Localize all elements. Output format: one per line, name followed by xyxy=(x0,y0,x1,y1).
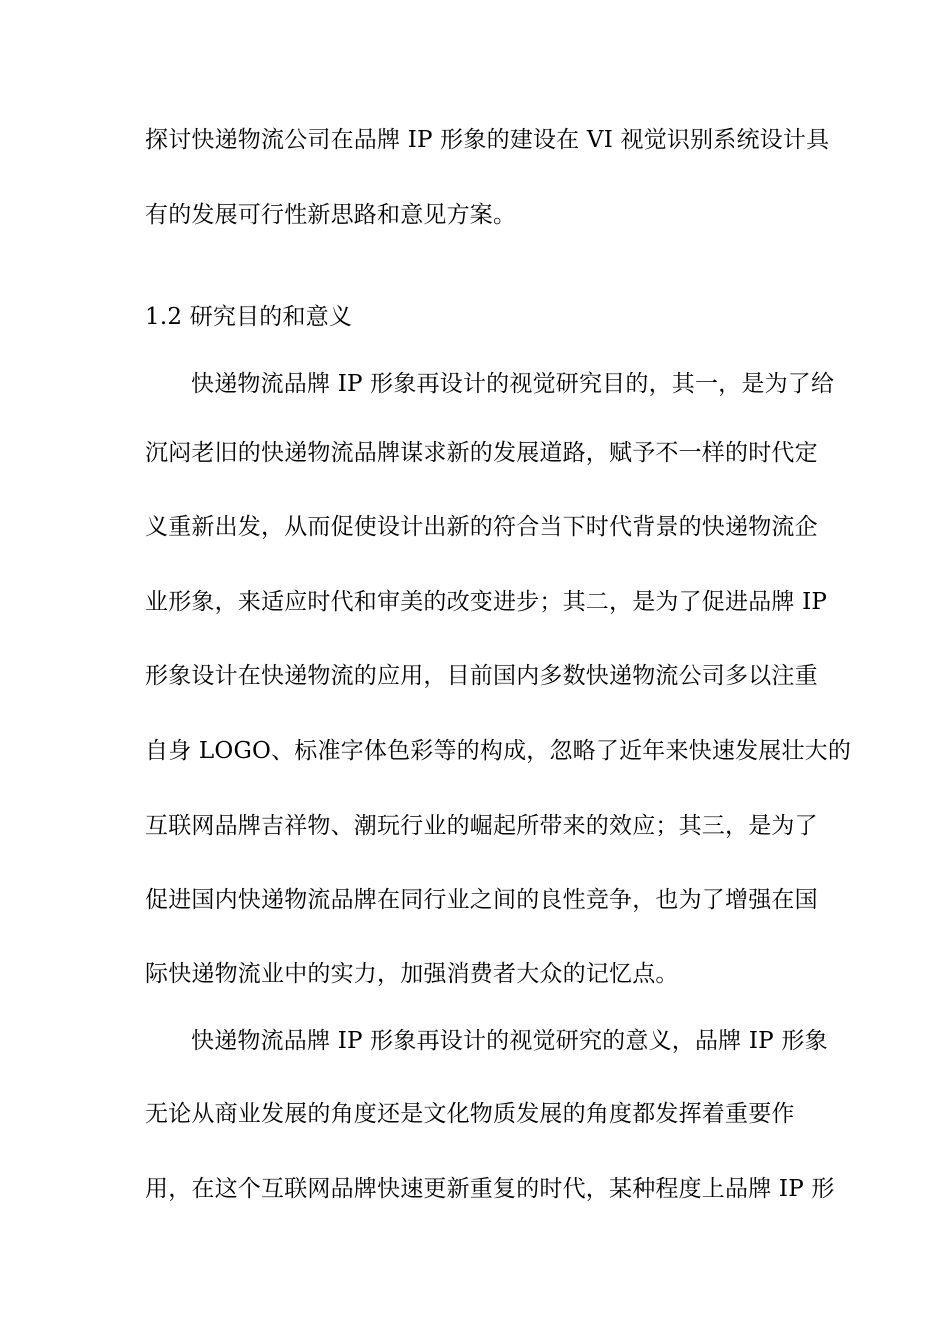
paragraph1-line-3: 义重新出发，从而促使设计出新的符合当下时代背景的快递物流企 xyxy=(145,514,818,540)
paragraph1-line-8: 促进国内快递物流品牌在同行业之间的良性竞争，也为了增强在国 xyxy=(145,887,818,913)
paragraph1-line-7: 互联网品牌吉祥物、潮玩行业的崛起所带来的效应；其三，是为了 xyxy=(145,813,818,839)
paragraph1-line-5: 形象设计在快递物流的应用，目前国内多数快递物流公司多以注重 xyxy=(145,663,818,689)
section-heading: 1.2 研究目的和意义 xyxy=(145,304,353,330)
paragraph1-line-4: 业形象，来适应时代和审美的改变进步；其二，是为了促进品牌 IP xyxy=(145,589,828,615)
intro-line-1: 探讨快递物流公司在品牌 IP 形象的建设在 VI 视觉识别系统设计具 xyxy=(145,127,830,153)
paragraph1-line-9: 际快递物流业中的实力，加强消费者大众的记忆点。 xyxy=(145,961,679,987)
paragraph2-line-3: 用，在这个互联网品牌快速更新重复的时代，某种程度上品牌 IP 形 xyxy=(145,1176,835,1202)
paragraph2-line-1: 快递物流品牌 IP 形象再设计的视觉研究的意义，品牌 IP 形象 xyxy=(191,1028,828,1054)
paragraph1-line-6: 自身 LOGO、标准字体色彩等的构成，忽略了近年来快速发展壮大的 xyxy=(145,738,852,764)
paragraph1-line-2: 沉闷老旧的快递物流品牌谋求新的发展道路，赋予不一样的时代定 xyxy=(145,440,818,466)
paragraph2-line-2: 无论从商业发展的角度还是文化物质发展的角度都发挥着重要作 xyxy=(145,1101,795,1127)
paragraph1-line-1: 快递物流品牌 IP 形象再设计的视觉研究目的，其一，是为了给 xyxy=(191,371,835,397)
intro-line-2: 有的发展可行性新思路和意见方案。 xyxy=(145,202,517,228)
